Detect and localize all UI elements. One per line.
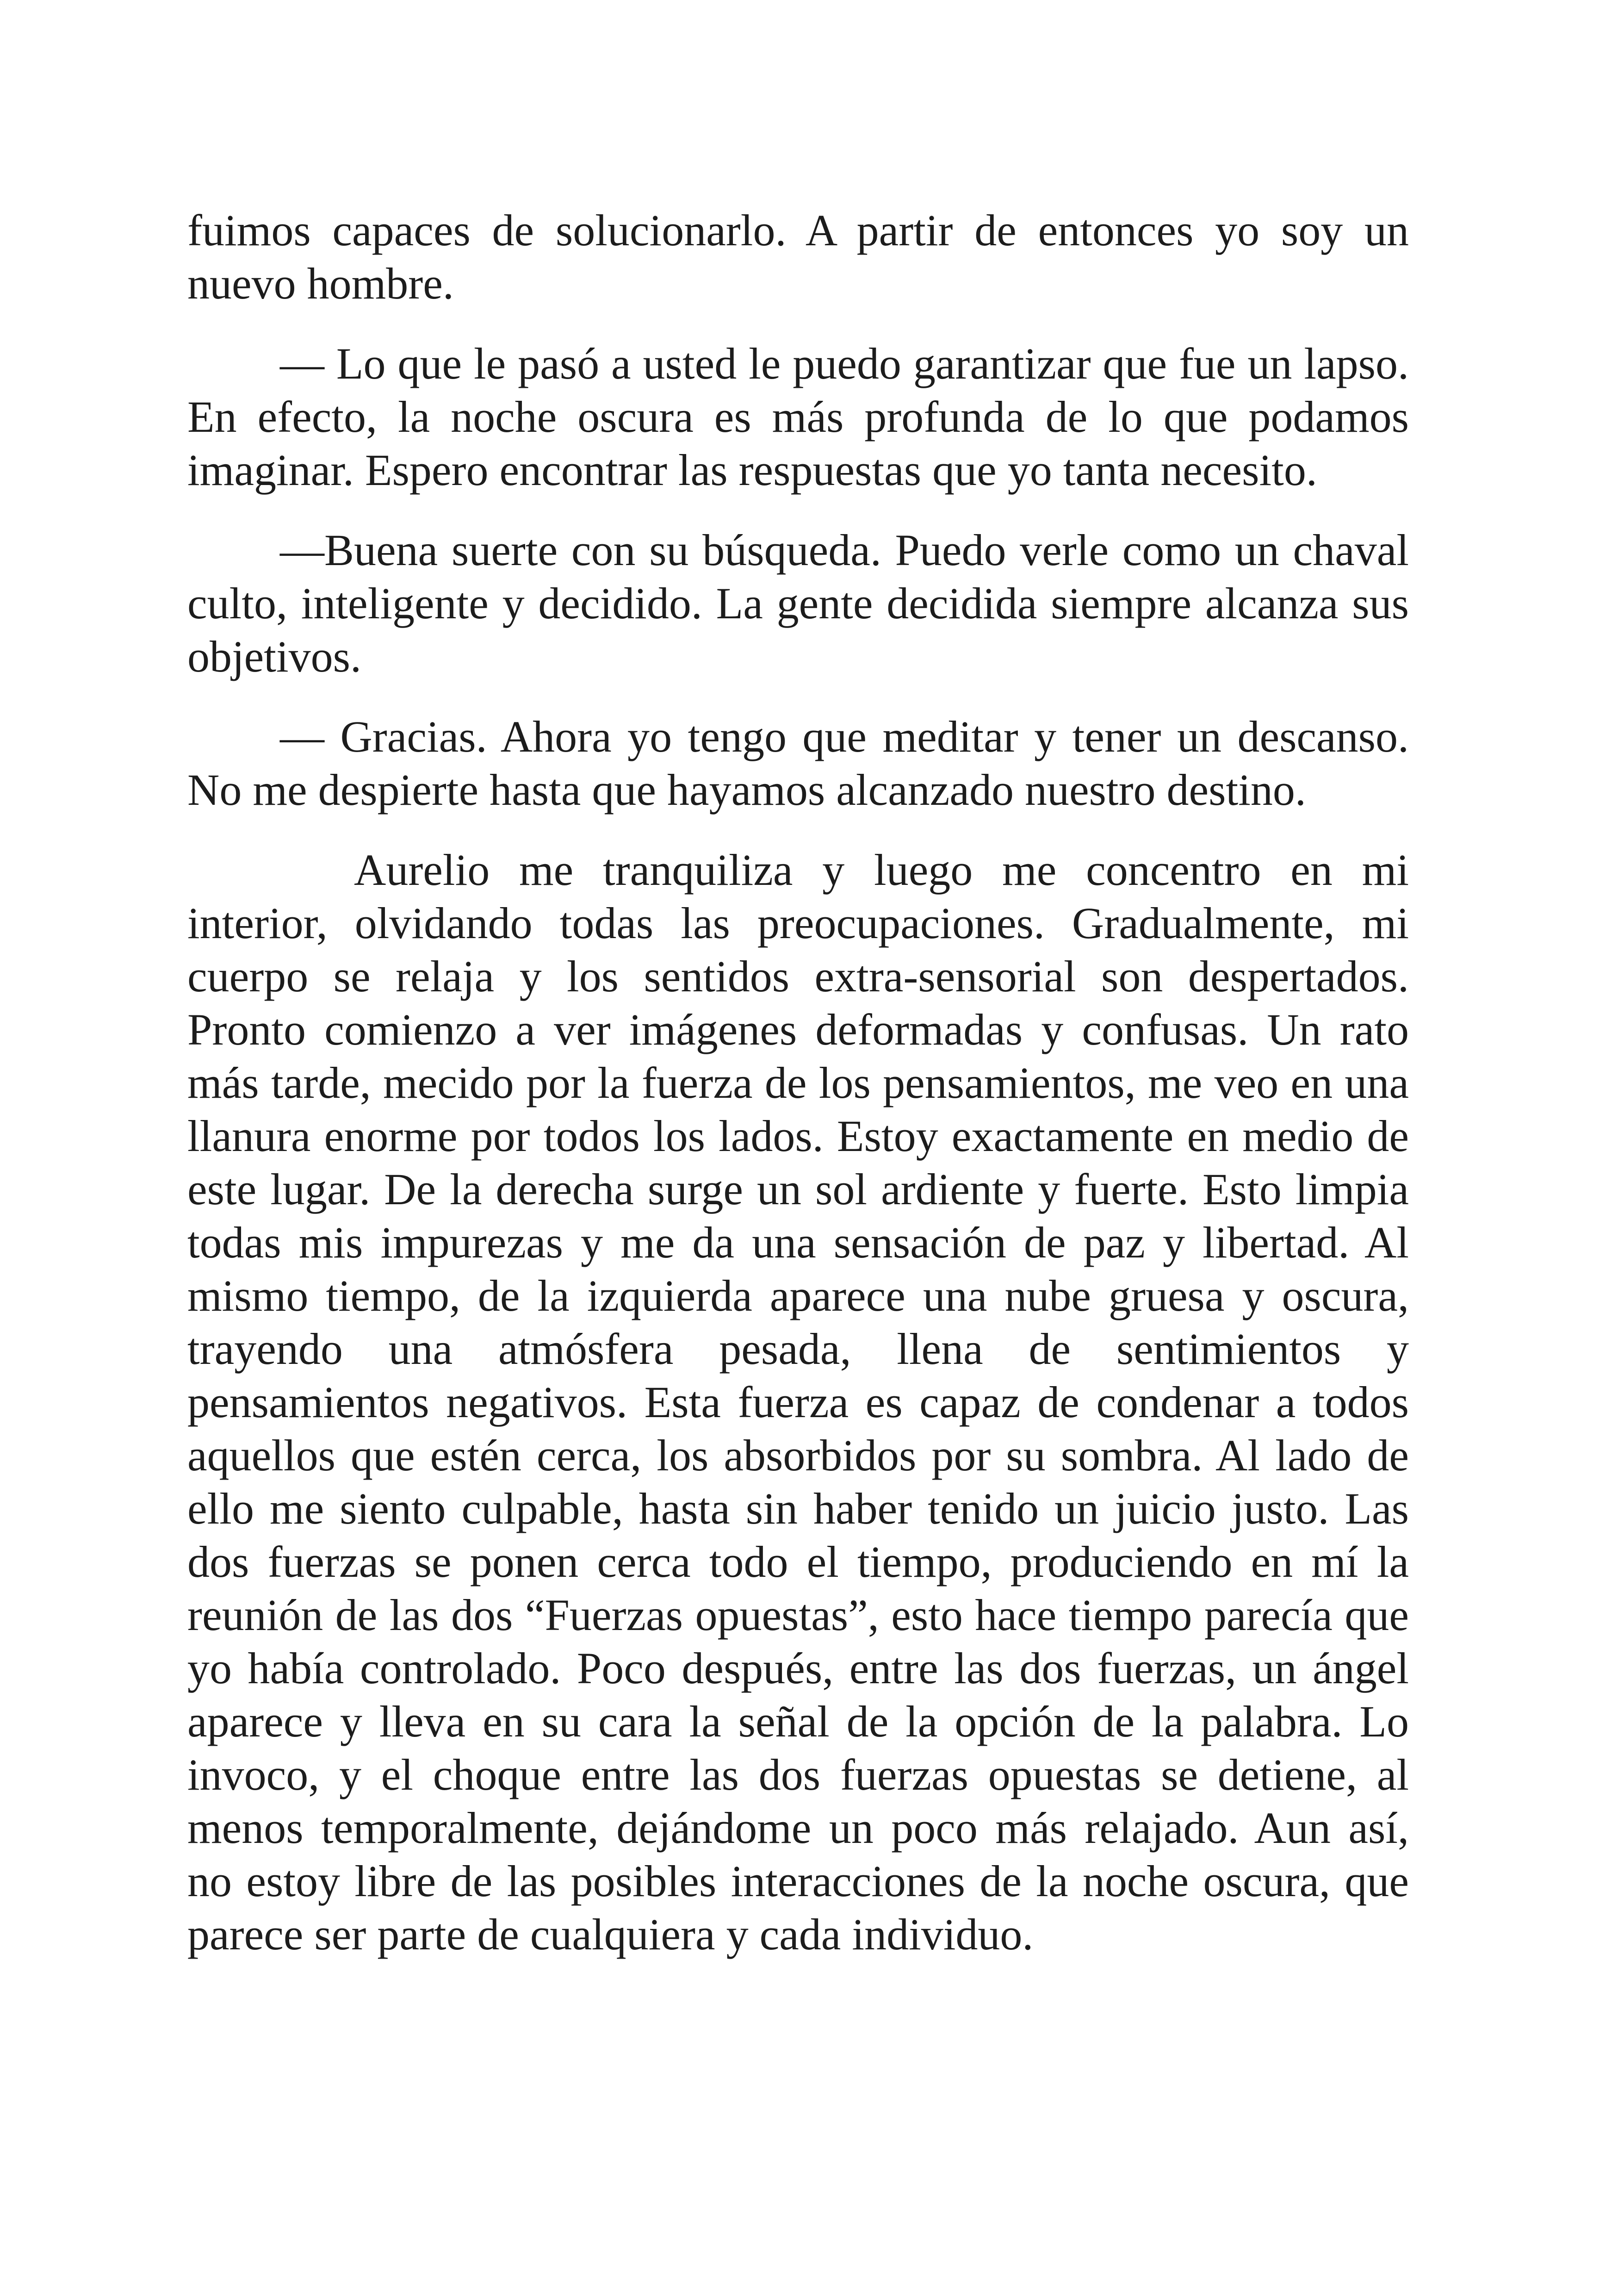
dialogue-paragraph: — Lo que le pasó a usted le puedo garantizar que fue un lapso. En efecto, la noche oscura es más profunda de lo que podamos imaginar. Espero encontrar las respuestas que yo tanta necesito. — [187, 339, 1409, 495]
dialogue-paragraph: — Gracias. Ahora yo tengo que meditar y tener un descanso. No me despierte hasta que hayamos alcanzado nuestro destino. — [187, 712, 1409, 815]
dialogue-paragraph: —Buena suerte con su búsqueda. Puedo verle como un chaval culto, inteligente y decidido. La gente decidida siempre alcanza sus objetivos. — [187, 525, 1409, 681]
paragraph-continuation: fuimos capaces de solucionarlo. A partir de entonces yo soy un nuevo hombre. — [187, 205, 1409, 308]
page-text-block — [187, 204, 1409, 1961]
narrative-paragraph: Aurelio me tranquiliza y luego me concentro en mi interior, olvidando todas las preocupaciones. Gradualmente, mi cuerpo se relaja y los sentidos extra-sensorial son despertados. Pronto comienzo a ver imágenes deformadas y confusas. Un rato más tarde, mecido por la fuerza de los pensamientos, me veo en una llanura enorme por todos los lados. Estoy exactamente en medio de este lugar. De la derecha surge un sol ardiente y fuerte. Esto limpia todas mis impurezas y me da una sensación de paz y libertad. Al mismo tiempo, de la izquierda aparece una nube gruesa y oscura, trayendo una atmósfera pesada, llena de sentimientos y pensamientos negativos. Esta fuerza es capaz de condenar a todos aquellos que estén cerca, los absorbidos por su sombra. Al lado de ello me siento culpable, hasta sin haber tenido un juicio justo. Las dos fuerzas se ponen cerca todo el tiempo, produciendo en mí la reunión de las dos “Fuerzas opuestas”, esto hace tiempo parecía que yo había controlado. Poco después, entre las dos fuerzas, un ángel aparece y lleva en su cara la señal de la opción de la palabra. Lo invoco, y el choque entre las dos fuerzas opuestas se detiene, al menos temporalmente, dejándome un poco más relajado. Aun así, no estoy libre de las posibles interacciones de la noche oscura, que parece ser parte de cualquiera y cada individuo. — [187, 845, 1409, 1959]
